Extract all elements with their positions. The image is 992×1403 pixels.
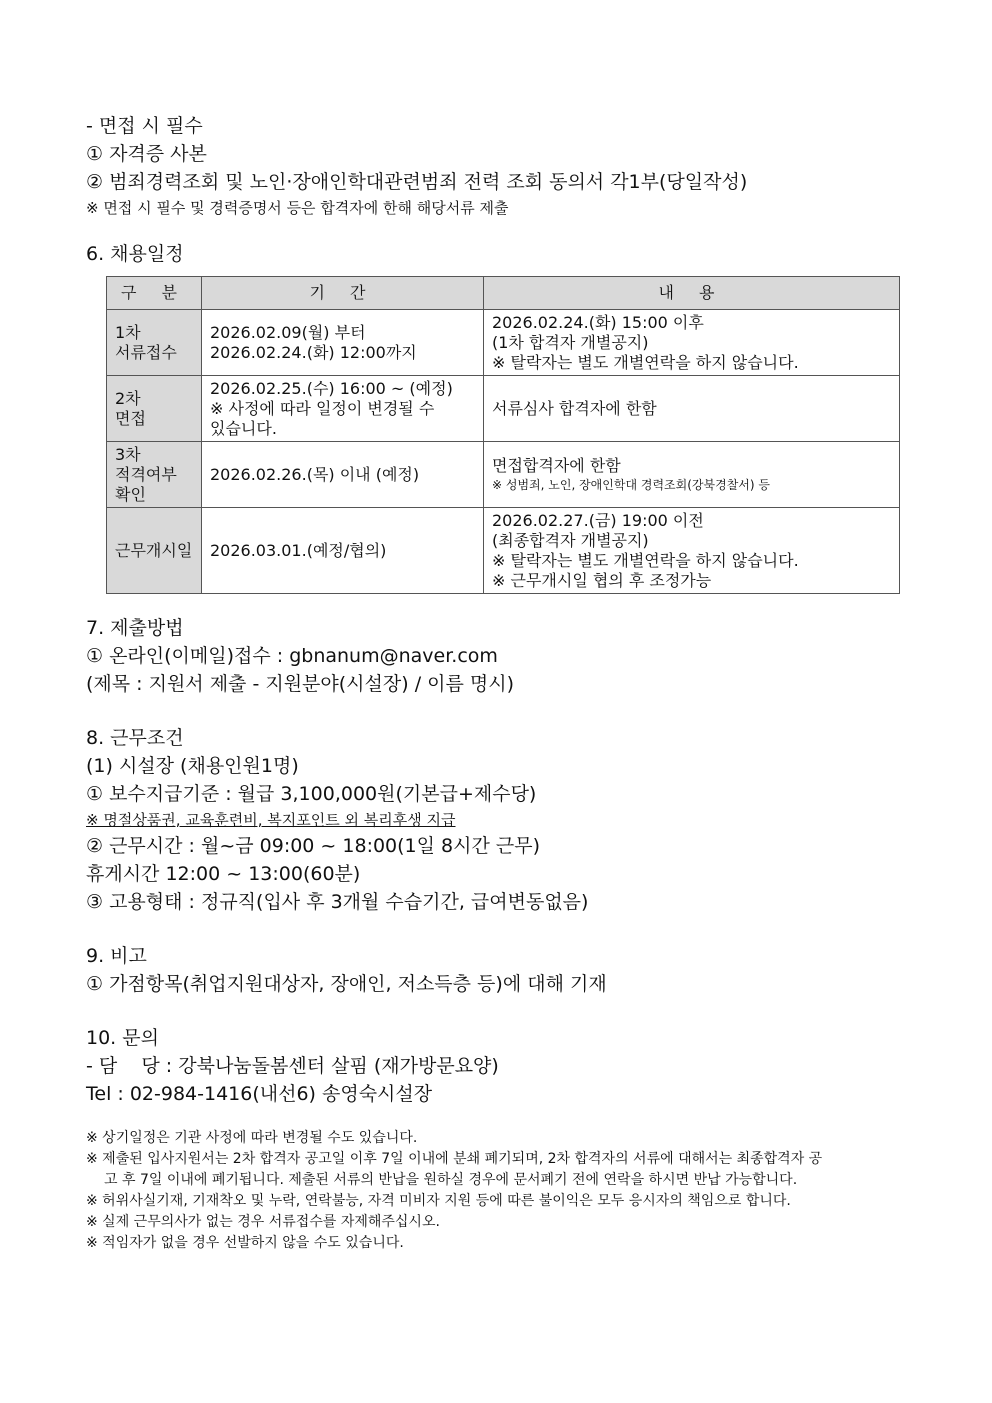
row-content: 2026.02.27.(금) 19:00 이전 (최종합격자 개별공지) ※ 탈락자는 별도 개별연락을 하지 않습니다. ※ 근무개시일 협의 후 조정가능: [484, 508, 900, 594]
table-row: [107, 442, 900, 508]
footer-note: ※ 실제 근무의사가 없는 경우 서류접수를 자제해주십시오.: [86, 1214, 440, 1230]
row-category: 2차 면접: [107, 376, 202, 442]
submission-subject-line: (제목 : 지원서 제출 - 지원분야(시설장) / 이름 명시): [86, 673, 514, 695]
row-period: 2026.03.01.(예정/협의): [202, 508, 484, 594]
interview-required-title: - 면접 시 필수: [86, 115, 203, 137]
inquiry-contact: - 담 당 : 강북나눔돌봄센터 살핌 (재가방문요양): [86, 1055, 499, 1077]
header-category: 구 분: [107, 277, 202, 310]
row-period: 2026.02.25.(수) 16:00 ~ (예정) ※ 사정에 따라 일정이 변경될 수 있습니다.: [202, 376, 484, 442]
row-content: 2026.02.24.(화) 15:00 이후 (1차 합격자 개별공지) ※ 탈락자는 별도 개별연락을 하지 않습니다.: [484, 310, 900, 376]
table-row: [107, 508, 900, 594]
row-category: 1차 서류접수: [107, 310, 202, 376]
row-content: 면접합격자에 한함 ※ 성범죄, 노인, 장애인학대 경력조회(강북경찰서) 등: [484, 442, 900, 508]
submission-heading: 7. 제출방법: [86, 617, 184, 639]
conditions-position: (1) 시설장 (채용인원1명): [86, 755, 299, 777]
table-row: [107, 376, 900, 442]
header-period: 기 간: [202, 277, 484, 310]
row-content: 서류심사 합격자에 한함: [484, 376, 900, 442]
header-content: 내 용: [484, 277, 900, 310]
conditions-hours: ② 근무시간 : 월~금 09:00 ~ 18:00(1일 8시간 근무): [86, 835, 540, 857]
schedule-table: [106, 276, 900, 594]
schedule-header-row: [107, 277, 900, 310]
footer-notes: [86, 1128, 906, 1254]
conditions-employment-type: ③ 고용형태 : 정규직(입사 후 3개월 수습기간, 급여변동없음): [86, 891, 589, 913]
document-page: [86, 112, 906, 1254]
table-row: [107, 310, 900, 376]
row-category: 3차 적격여부 확인: [107, 442, 202, 508]
interview-item-1: ① 자격증 사본: [86, 143, 207, 165]
row-period: 2026.02.26.(목) 이내 (예정): [202, 442, 484, 508]
footer-note: ※ 상기일정은 기관 사정에 따라 변경될 수도 있습니다.: [86, 1130, 418, 1146]
schedule-heading: 6. 채용일정: [86, 243, 184, 265]
conditions-benefits-note: ※ 명절상품권, 교육훈련비, 복지포인트 외 복리후생 지급: [86, 811, 456, 829]
conditions-break: 휴게시간 12:00 ~ 13:00(60분): [86, 863, 361, 885]
footer-note: ※ 적임자가 없을 경우 선발하지 않을 수도 있습니다.: [86, 1235, 404, 1251]
submission-email-line: ① 온라인(이메일)접수 : gbnanum@naver.com: [86, 645, 498, 667]
conditions-heading: 8. 근무조건: [86, 727, 184, 749]
remarks-line: ① 가점항목(취업지원대상자, 장애인, 저소득층 등)에 대해 기재: [86, 973, 607, 995]
row-period: 2026.02.09(월) 부터 2026.02.24.(화) 12:00까지: [202, 310, 484, 376]
inquiry-heading: 10. 문의: [86, 1027, 159, 1049]
footer-note: ※ 제출된 입사지원서는 2차 합격자 공고일 이후 7일 이내에 분쇄 폐기되며, 2차 합격자의 서류에 대해서는 최종합격자 공 고 후 7일 이내에 폐기됩니다. 제출된 서류의 반납을 원하실 경우에 문서폐기 전에 연락을 하시면 반납 가능합니다.: [86, 1151, 823, 1188]
row-category: 근무개시일: [107, 508, 202, 594]
conditions-salary: ① 보수지급기준 : 월급 3,100,000원(기본급+제수당): [86, 783, 537, 805]
remarks-heading: 9. 비고: [86, 945, 147, 967]
footer-note: ※ 허위사실기재, 기재착오 및 누락, 연락불능, 자격 미비자 지원 등에 따른 불이익은 모두 응시자의 책임으로 합니다.: [86, 1193, 791, 1209]
inquiry-phone: Tel : 02-984-1416(내선6) 송영숙시설장: [86, 1083, 433, 1105]
interview-item-2: ② 범죄경력조회 및 노인·장애인학대관련범죄 전력 조회 동의서 각1부(당일작성): [86, 171, 748, 193]
interview-note: ※ 면접 시 필수 및 경력증명서 등은 합격자에 한해 해당서류 제출: [86, 199, 509, 217]
